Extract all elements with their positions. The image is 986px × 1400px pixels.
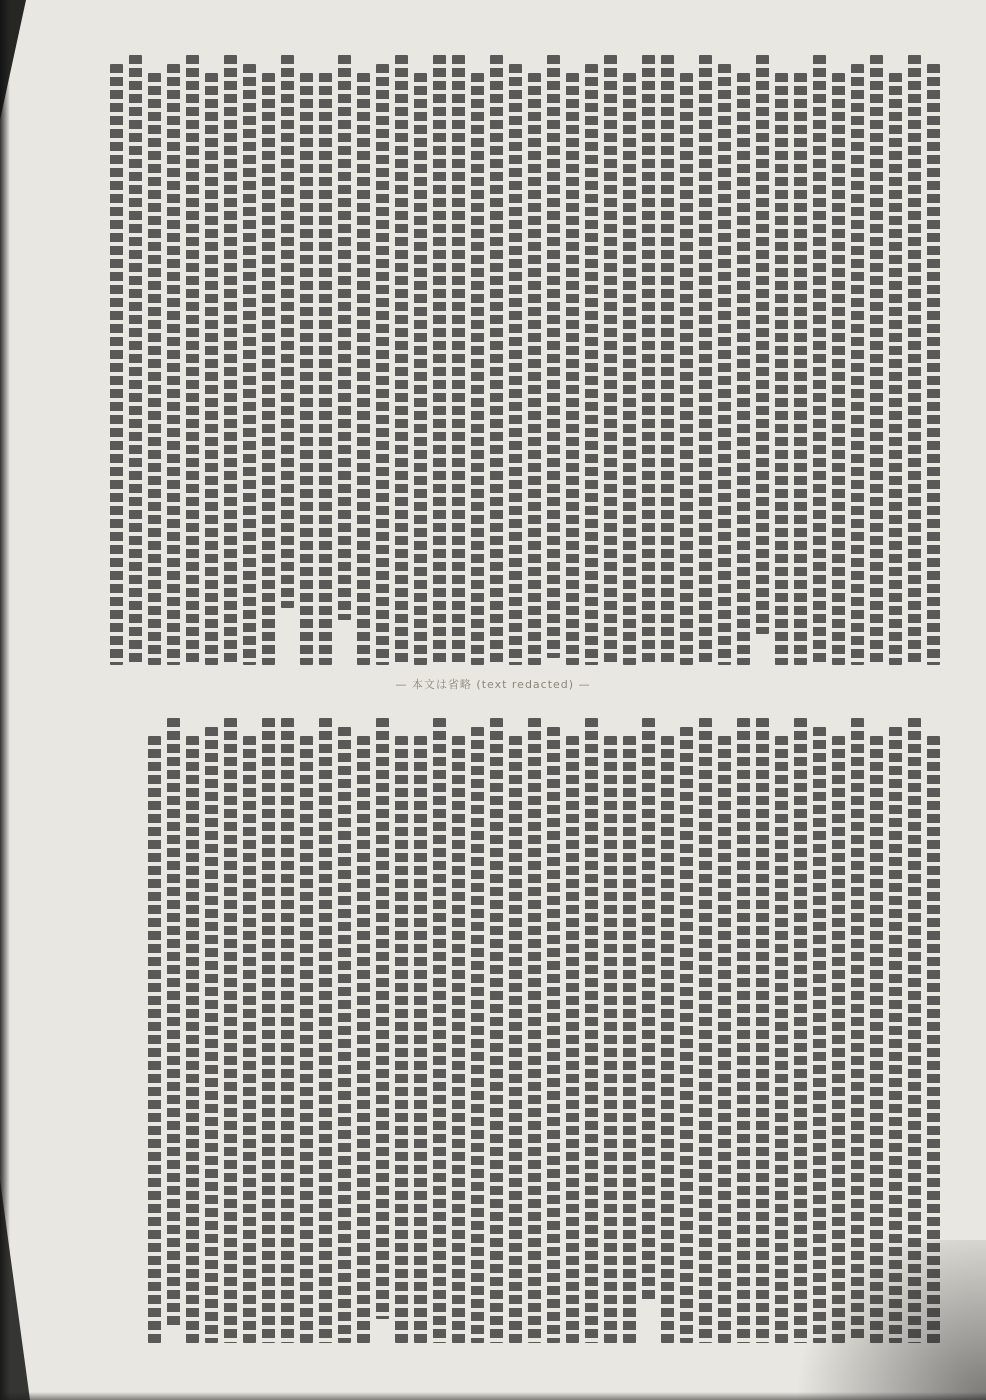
text-column-redacted: [604, 55, 617, 665]
text-column-redacted: [528, 73, 541, 665]
text-column-redacted: [186, 55, 199, 665]
text-column-redacted: [832, 73, 845, 665]
text-column-redacted: [870, 55, 883, 665]
text-column-redacted: [319, 73, 332, 665]
text-column-redacted: [699, 55, 712, 665]
text-column-redacted: [376, 64, 389, 665]
scan-corner-bottom-right: [766, 1240, 986, 1400]
text-column-redacted: [642, 55, 655, 665]
text-column-redacted: [490, 55, 503, 665]
text-column-redacted: [737, 718, 750, 1343]
text-column-redacted: [718, 64, 731, 665]
text-column-redacted: [205, 73, 218, 665]
text-column-redacted: [737, 73, 750, 665]
text-column-redacted: [680, 727, 693, 1343]
text-column-redacted: [566, 73, 579, 665]
text-column-redacted: [452, 736, 465, 1343]
text-column-redacted: [319, 718, 332, 1343]
text-column-redacted: [300, 736, 313, 1343]
text-column-redacted: [509, 736, 522, 1343]
text-column-redacted: [338, 727, 351, 1343]
text-column-redacted: [243, 64, 256, 665]
text-column-redacted: [547, 727, 560, 1343]
text-column-redacted: [433, 55, 446, 665]
text-column-redacted: [718, 736, 731, 1343]
top-text-block: [60, 55, 940, 665]
redaction-note: — 本文は省略 (text redacted) —: [395, 678, 591, 691]
text-column-redacted: [585, 64, 598, 665]
text-column-redacted: [623, 73, 636, 665]
text-column-redacted: [699, 718, 712, 1343]
text-column-redacted: [509, 64, 522, 665]
text-column-redacted: [167, 64, 180, 665]
scan-corner-bottom-left: [0, 1180, 30, 1400]
text-column-redacted: [262, 73, 275, 665]
text-column-redacted: [585, 718, 598, 1343]
text-column-redacted: [813, 55, 826, 665]
text-column-redacted: [186, 736, 199, 1343]
text-column-redacted: [243, 736, 256, 1343]
text-column-redacted: [414, 73, 427, 665]
text-column-redacted: [908, 55, 921, 665]
text-column-redacted: [395, 736, 408, 1343]
text-column-redacted: [414, 736, 427, 1343]
text-column-redacted: [547, 55, 560, 658]
text-column-redacted: [433, 718, 446, 1343]
text-column-redacted: [756, 55, 769, 634]
text-column-redacted: [851, 64, 864, 665]
text-column-redacted: [452, 55, 465, 665]
text-column-redacted: [300, 73, 313, 665]
text-column-redacted: [566, 736, 579, 1343]
text-column-redacted: [376, 718, 389, 1319]
text-column-redacted: [205, 727, 218, 1343]
text-column-redacted: [661, 736, 674, 1343]
text-column-redacted: [623, 736, 636, 1343]
scan-edge-shadow-bottom: [0, 1392, 986, 1400]
text-column-redacted: [224, 55, 237, 665]
text-column-redacted: [604, 736, 617, 1343]
text-column-redacted: [490, 718, 503, 1343]
text-column-redacted: [642, 718, 655, 1303]
scan-corner-top-left: [0, 0, 26, 120]
text-column-redacted: [281, 55, 294, 608]
scan-edge-shadow-left: [0, 0, 10, 1400]
text-column-redacted: [357, 73, 370, 665]
text-column-redacted: [794, 73, 807, 665]
text-column-redacted: [148, 73, 161, 665]
text-column-redacted: [471, 727, 484, 1343]
text-column-redacted: [395, 55, 408, 665]
text-column-redacted: [338, 55, 351, 620]
text-column-redacted: [148, 736, 161, 1343]
text-column-redacted: [167, 718, 180, 1329]
text-column-redacted: [528, 718, 541, 1343]
text-column-redacted: [129, 55, 142, 665]
text-column-redacted: [471, 73, 484, 665]
text-column-redacted: [224, 718, 237, 1343]
text-column-redacted: [680, 73, 693, 665]
text-column-redacted: [262, 718, 275, 1343]
text-column-redacted: [281, 718, 294, 1343]
text-column-redacted: [927, 64, 940, 665]
text-column-redacted: [357, 736, 370, 1343]
text-column-redacted: [661, 55, 674, 665]
text-column-redacted: [775, 73, 788, 665]
text-column-redacted: [889, 73, 902, 665]
text-column-redacted: [110, 64, 123, 665]
